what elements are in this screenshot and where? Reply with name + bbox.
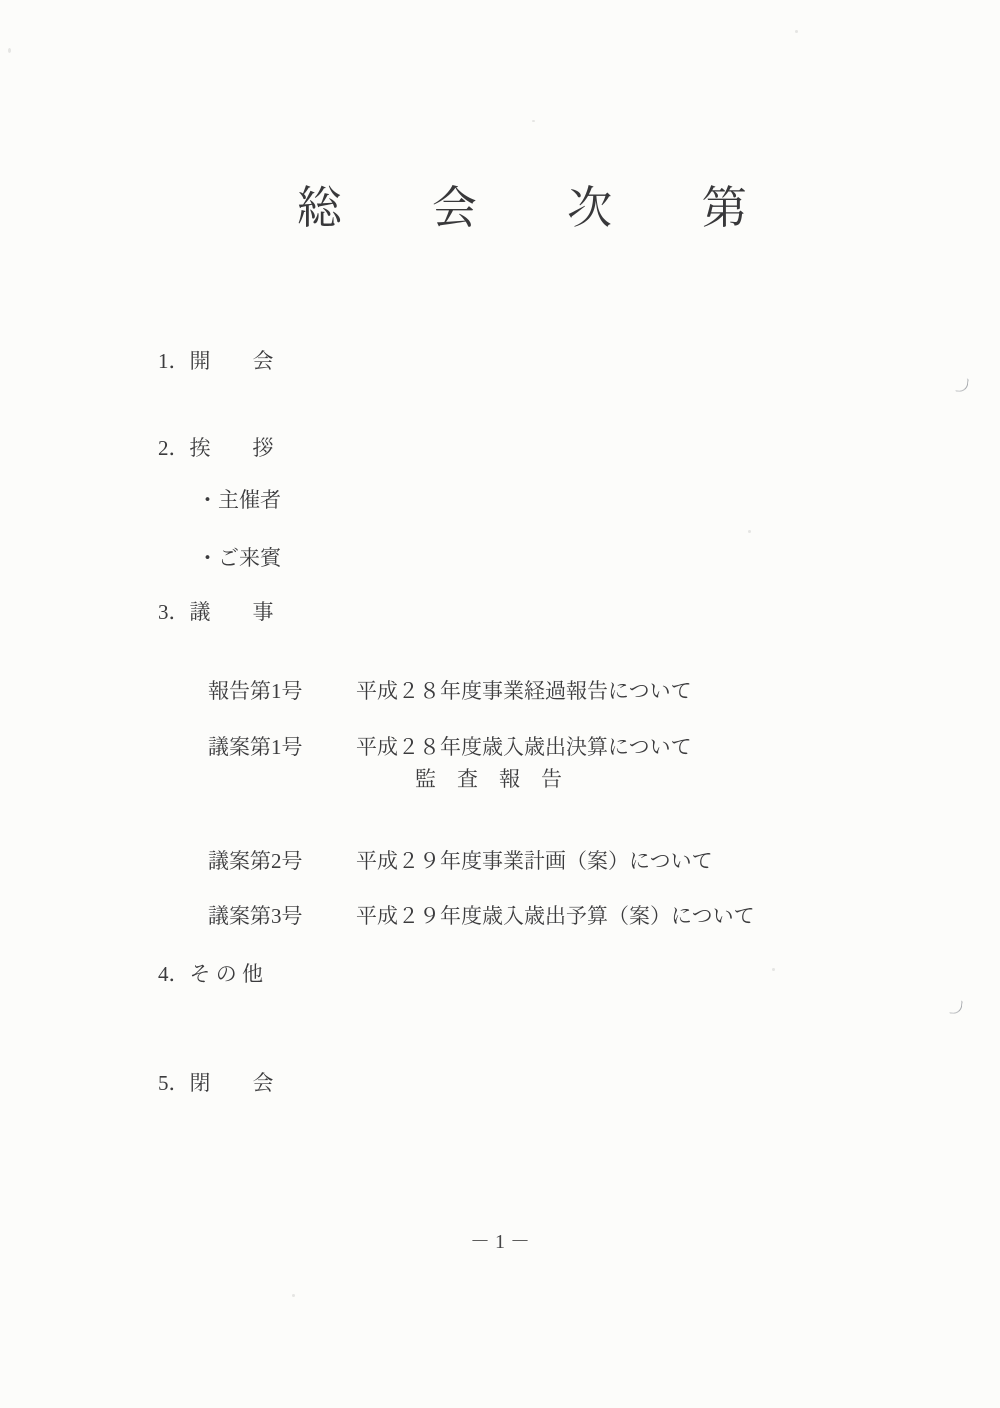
audit-report-line: 監 査 報 告	[415, 767, 562, 791]
agenda-subitem-guests: ・ご来賓	[197, 546, 281, 570]
scan-artifact	[949, 999, 962, 1014]
proceeding-label: 議案第2号	[208, 849, 303, 874]
proceeding-description: 平成２９年度歳入歳出予算（案）について	[356, 904, 755, 929]
proceeding-label: 報告第1号	[208, 679, 303, 704]
proceeding-description: 平成２９年度事業計画（案）について	[356, 849, 713, 874]
scan-speck	[292, 1294, 295, 1297]
scan-speck	[532, 120, 535, 122]
proceeding-description: 平成２８年度事業経過報告について	[356, 679, 692, 704]
agenda-item-opening: 1．開 会	[158, 349, 274, 373]
scan-speck	[748, 530, 751, 533]
scan-artifact	[955, 377, 968, 392]
agenda-item-closing: 5．閉 会	[158, 1071, 274, 1095]
agenda-item-proceedings: 3．議 事	[158, 600, 274, 624]
proceeding-label: 議案第3号	[208, 904, 303, 929]
scan-speck	[772, 968, 775, 971]
agenda-subitem-organizer: ・主催者	[197, 488, 281, 512]
scan-speck	[8, 48, 11, 53]
proceeding-label: 議案第1号	[208, 735, 303, 760]
document-title: 総 会 次 第	[297, 183, 748, 233]
proceeding-description: 平成２８年度歳入歳出決算について	[356, 735, 692, 760]
scan-speck	[795, 30, 798, 33]
agenda-item-other: 4．そ の 他	[158, 962, 263, 986]
agenda-item-greetings: 2．挨 拶	[158, 436, 274, 460]
proceeding-row-bill3	[187, 880, 755, 952]
page-number: － 1 －	[470, 1231, 530, 1253]
